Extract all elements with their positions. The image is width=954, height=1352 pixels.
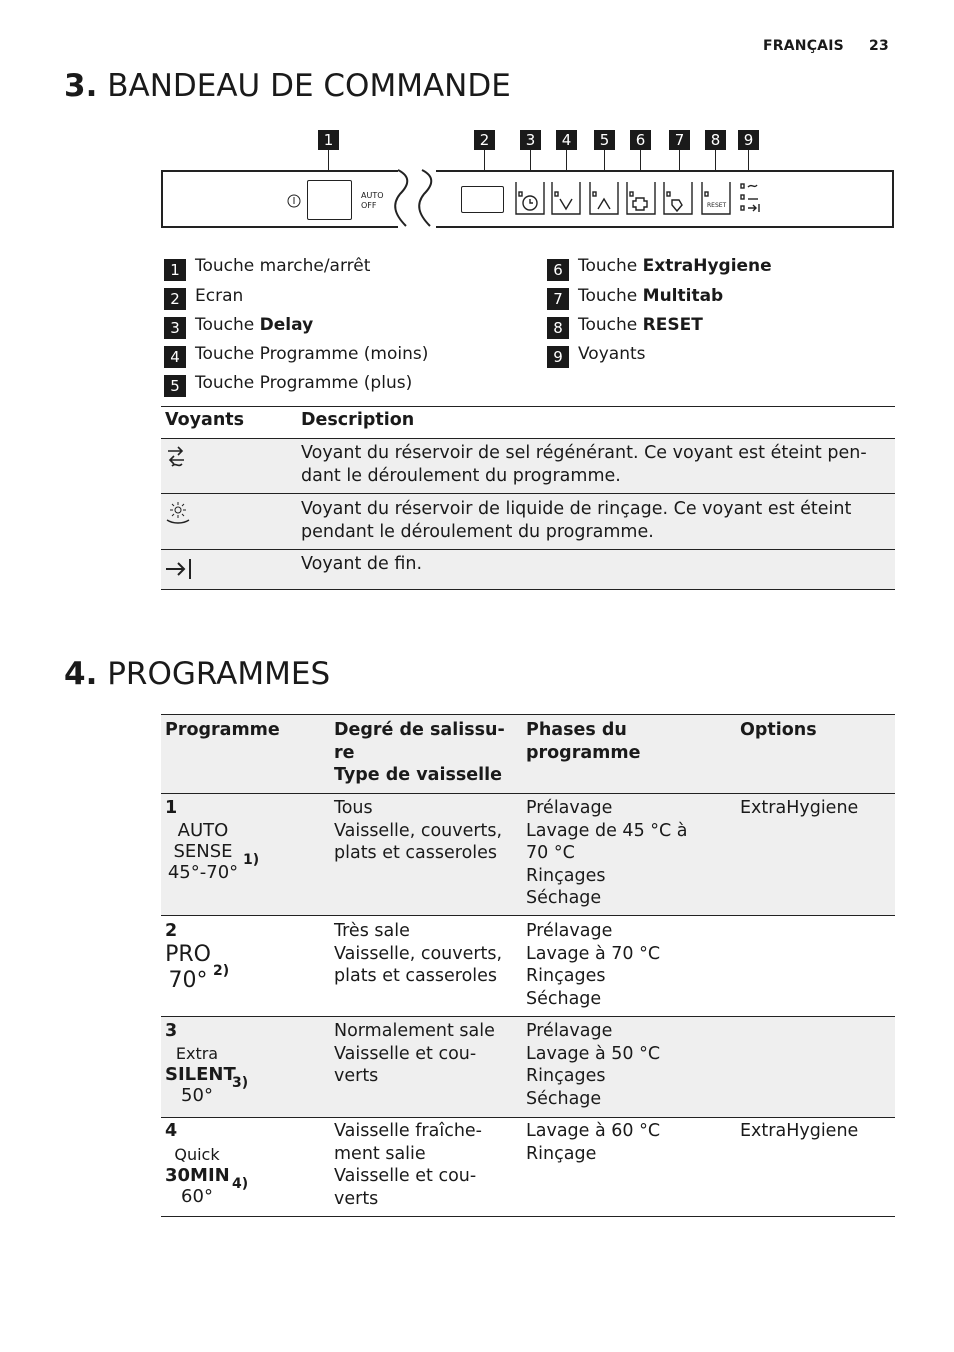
section-4-title <box>64 656 330 692</box>
callout-1: 1 <box>318 130 339 150</box>
display-screen <box>461 186 504 213</box>
section-4-number: 4. <box>64 656 98 692</box>
footnote-ref: 3) <box>232 1075 249 1091</box>
table-rule <box>161 406 895 407</box>
footnote-ref: 1) <box>243 852 260 868</box>
off-label: OFF <box>361 201 377 210</box>
legend-num-7: 7 <box>547 288 569 310</box>
callout-6: 6 <box>630 130 651 150</box>
programme-logo-extra-silent: Extra SILENT 50° <box>165 1044 236 1106</box>
programme-number: 3 <box>165 1021 178 1041</box>
header-description: Description <box>301 410 415 430</box>
table-cell: Vaisselle fraîche- ment salie Vaisselle et cou- verts <box>334 1121 482 1209</box>
section-3-title <box>64 68 511 104</box>
legend-num-5: 5 <box>164 375 186 397</box>
callout-7: 7 <box>669 130 690 150</box>
legend-num-3: 3 <box>164 317 186 339</box>
table-cell: Voyant du réservoir de liquide de rinçage. Ce voyant est éteint pendant le déroulement du programme. <box>301 499 852 542</box>
callout-9: 9 <box>738 130 759 150</box>
callout-8: 8 <box>705 130 726 150</box>
page-number: 23 <box>869 38 889 54</box>
table-cell: ExtraHygiene <box>740 798 859 818</box>
language-label: FRANÇAIS <box>763 38 844 54</box>
callout-2: 2 <box>474 130 495 150</box>
header-soil-degree: Degré de salissu- re Type de vaisselle <box>334 720 505 785</box>
footnote-ref: 4) <box>232 1176 249 1192</box>
legend-num-8: 8 <box>547 317 569 339</box>
auto-off-label <box>361 191 384 211</box>
table-cell: Normalement sale Vaisselle et cou- verts <box>334 1021 495 1086</box>
section-3-number: 3. <box>64 68 98 104</box>
callout-5: 5 <box>594 130 615 150</box>
table-cell: Lavage à 60 °C Rinçage <box>526 1121 661 1164</box>
power-button[interactable] <box>307 180 352 220</box>
table-cell: Prélavage Lavage à 50 °C Rinçages Séchage <box>526 1021 661 1109</box>
table-row <box>161 550 895 589</box>
callout-4: 4 <box>556 130 577 150</box>
table-cell: Prélavage Lavage à 70 °C Rinçages Séchage <box>526 921 661 1009</box>
table-cell: Voyant du réservoir de sel régénérant. Ce voyant est éteint pen- dant le déroulement du programme. <box>301 443 867 486</box>
legend-num-4: 4 <box>164 346 186 368</box>
callout-3: 3 <box>520 130 541 150</box>
programme-number: 2 <box>165 921 178 941</box>
programme-number: 4 <box>165 1121 178 1141</box>
legend-item-4: Touche Programme (moins) <box>195 344 429 364</box>
header-options: Options <box>740 720 817 740</box>
legend-item-5: Touche Programme (plus) <box>195 373 413 393</box>
programme-number: 1 <box>165 798 178 818</box>
legend-num-6: 6 <box>547 259 569 281</box>
legend-item-6: Touche ExtraHygiene <box>578 256 772 276</box>
salt-indicator-icon <box>164 444 188 470</box>
table-cell: Prélavage Lavage de 45 °C à 70 °C Rinçages Séchage <box>526 798 688 908</box>
programme-logo-quick: Quick 30MIN 60° <box>165 1145 230 1207</box>
footnote-ref: 2) <box>213 963 230 979</box>
end-indicator-icon <box>164 557 194 581</box>
programme-logo-auto-sense: AUTO SENSE 45°-70° <box>167 820 239 883</box>
header-voyants: Voyants <box>165 410 245 430</box>
table-cell: Voyant de fin. <box>301 554 423 574</box>
legend-item-3: Touche Delay <box>195 315 314 335</box>
legend-item-2: Ecran <box>195 286 244 306</box>
table-rule <box>161 1117 895 1118</box>
table-cell: Tous Vaisselle, couverts, plats et casseroles <box>334 798 503 863</box>
legend-item-8: Touche RESET <box>578 315 703 335</box>
header-programme: Programme <box>165 720 280 740</box>
header-phases: Phases du programme <box>526 720 641 763</box>
auto-label: AUTO <box>361 191 384 200</box>
legend-num-9: 9 <box>547 346 569 368</box>
legend-item-7: Touche Multitab <box>578 286 724 306</box>
legend-item-9: Voyants <box>578 344 646 364</box>
legend-num-2: 2 <box>164 288 186 310</box>
reset-button-label: RESET <box>707 202 727 209</box>
legend-num-1: 1 <box>164 259 186 281</box>
table-cell: ExtraHygiene <box>740 1121 859 1141</box>
table-rule <box>161 589 895 590</box>
section-3-heading: BANDEAU DE COMMANDE <box>107 68 511 104</box>
panel-break-icon <box>392 166 442 232</box>
table-cell: Très sale Vaisselle, couverts, plats et casseroles <box>334 921 503 986</box>
section-4-heading: PROGRAMMES <box>107 656 331 692</box>
programme-logo-pro: PRO 70° <box>165 942 211 993</box>
rinse-aid-indicator-icon <box>164 500 192 526</box>
panel-buttons-row <box>512 178 762 220</box>
legend-item-1: Touche marche/arrêt <box>195 256 371 276</box>
table-rule <box>161 915 895 916</box>
table-rule <box>161 1216 895 1217</box>
power-symbol-icon <box>287 194 301 208</box>
